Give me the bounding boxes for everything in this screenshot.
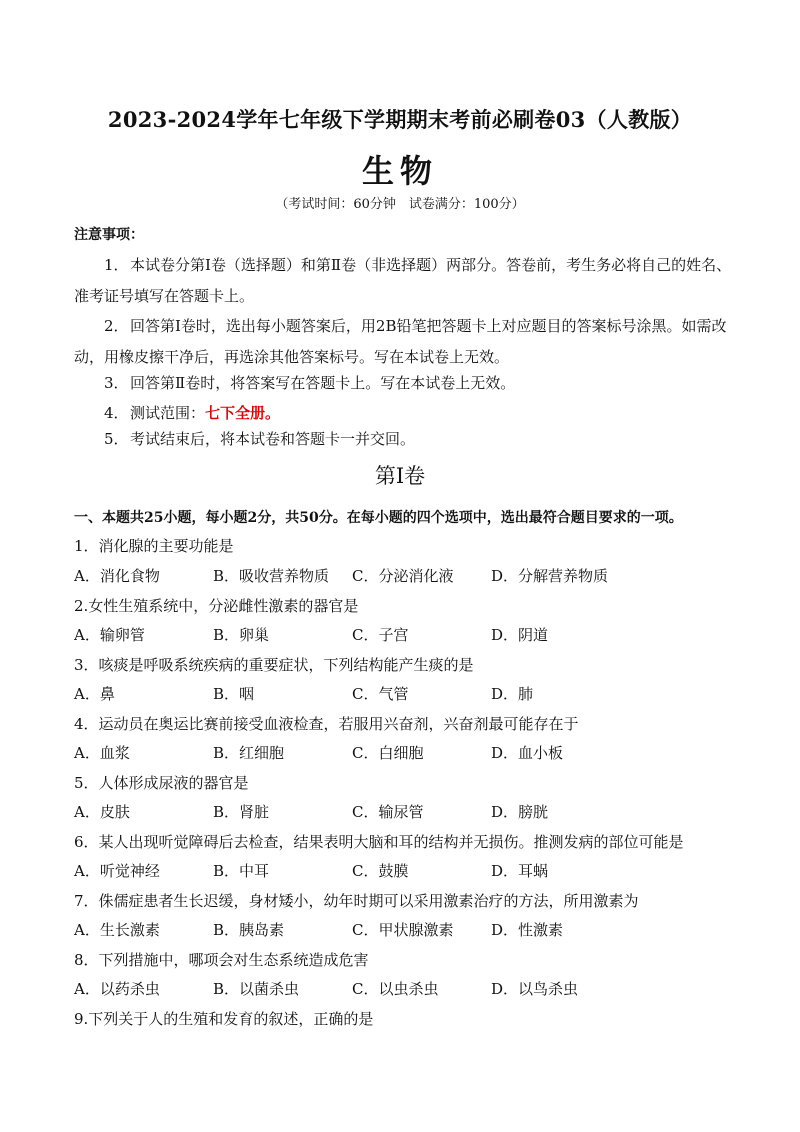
- question-8: 8．下列措施中，哪项会对生态系统造成危害: [74, 951, 369, 969]
- note-text: 回答第Ⅰ卷时，选出每小题答案后，用2B铅笔把答题卡上对应题目的答案标号涂黑。如需改动，用橡皮擦干净后，再选涂其他答案标号。写在本试卷上无效。: [74, 317, 727, 366]
- option-c[interactable]: C．气管: [352, 685, 409, 703]
- option-b[interactable]: B．红细胞: [213, 744, 285, 762]
- option-a[interactable]: A．听觉神经: [74, 862, 160, 880]
- option-d[interactable]: D．肺: [491, 685, 534, 703]
- part-instruction: 一、本题共25小题，每小题2分，共50分。在每小题的四个选项中，选出最符合题目要求的一项。: [74, 510, 683, 526]
- question-1: 1．消化腺的主要功能是: [74, 537, 234, 555]
- option-a[interactable]: A．血浆: [74, 744, 130, 762]
- option-b[interactable]: B．以菌杀虫: [213, 980, 300, 998]
- option-a[interactable]: A．消化食物: [74, 567, 160, 585]
- option-d[interactable]: D．分解营养物质: [491, 567, 609, 585]
- note-number: 3．: [104, 374, 129, 392]
- options-3: [74, 683, 734, 703]
- option-a[interactable]: A．以药杀虫: [74, 980, 160, 998]
- question-4: 4．运动员在奥运比赛前接受血液检查，若服用兴奋剂，兴奋剂最可能存在于: [74, 715, 579, 733]
- question-3: 3．咳痰是呼吸系统疾病的重要症状，下列结构能产生痰的是: [74, 656, 474, 674]
- note-item-1: [74, 250, 734, 312]
- note-text: 回答第Ⅱ卷时，将答案写在答题卡上。写在本试卷上无效。: [130, 374, 516, 392]
- option-c[interactable]: C．子宫: [352, 626, 409, 644]
- option-b[interactable]: B．胰岛素: [213, 921, 285, 939]
- options-4: [74, 742, 734, 762]
- option-c[interactable]: C．白细胞: [352, 744, 424, 762]
- option-d[interactable]: D．性激素: [491, 921, 564, 939]
- question-6: 6．某人出现听觉障碍后去检查，结果表明大脑和耳的结构并无损伤。推测发病的部位可能是: [74, 833, 684, 851]
- option-a[interactable]: A．鼻: [74, 685, 115, 703]
- note-text: 考试结束后，将本试卷和答题卡一并交回。: [130, 430, 416, 448]
- option-d[interactable]: D．膀胱: [491, 803, 549, 821]
- option-b[interactable]: B．卵巢: [213, 626, 270, 644]
- option-a[interactable]: A．生长激素: [74, 921, 160, 939]
- option-c[interactable]: C．分泌消化液: [352, 567, 454, 585]
- question-7: 7．侏儒症患者生长迟缓，身材矮小，幼年时期可以采用激素治疗的方法，所用激素为: [74, 892, 639, 910]
- options-2: [74, 624, 734, 644]
- note-text: 测试范围：: [130, 404, 206, 422]
- note-number: 2．: [104, 317, 129, 335]
- option-d[interactable]: D．血小板: [491, 744, 564, 762]
- option-a[interactable]: A．输卵管: [74, 626, 145, 644]
- option-b[interactable]: B．肾脏: [213, 803, 270, 821]
- exam-info: （考试时间：60分钟 试卷满分：100分）: [275, 197, 525, 212]
- options-6: [74, 860, 734, 880]
- notes-heading: 注意事项：: [74, 227, 144, 243]
- option-c[interactable]: C．鼓膜: [352, 862, 409, 880]
- note-text: 本试卷分第Ⅰ卷（选择题）和第Ⅱ卷（非选择题）两部分。答卷前，考生务必将自己的姓名、准考证号填写在答题卡上。: [74, 256, 732, 305]
- note-item-2: [74, 311, 734, 373]
- note-number: 4．: [104, 404, 129, 422]
- note-number: 5．: [104, 430, 129, 448]
- note-number: 1．: [104, 256, 129, 274]
- note-item-5: [74, 424, 734, 455]
- options-1: [74, 565, 734, 585]
- test-scope-highlight: 七下全册。: [205, 404, 281, 422]
- options-5: [74, 801, 734, 821]
- option-b[interactable]: B．咽: [213, 685, 255, 703]
- exam-title: 2023-2024学年七年级下学期期末考前必刷卷03（人教版）: [107, 107, 693, 132]
- options-7: [74, 919, 734, 939]
- question-5: 5．人体形成尿液的器官是: [74, 774, 249, 792]
- option-c[interactable]: C．输尿管: [352, 803, 424, 821]
- option-d[interactable]: D．阴道: [491, 626, 549, 644]
- option-c[interactable]: C．甲状腺激素: [352, 921, 454, 939]
- option-a[interactable]: A．皮肤: [74, 803, 130, 821]
- option-d[interactable]: D．以鸟杀虫: [491, 980, 579, 998]
- option-b[interactable]: B．中耳: [213, 862, 270, 880]
- options-8: [74, 978, 734, 998]
- option-c[interactable]: C．以虫杀虫: [352, 980, 439, 998]
- option-b[interactable]: B．吸收营养物质: [213, 567, 330, 585]
- subject-title: 生物: [361, 152, 438, 190]
- question-2: 2.女性生殖系统中，分泌雌性激素的器官是: [74, 597, 359, 615]
- section-title: 第Ⅰ卷: [374, 464, 426, 488]
- question-9: 9.下列关于人的生殖和发育的叙述，正确的是: [74, 1010, 374, 1028]
- note-item-3: [74, 368, 734, 399]
- option-d[interactable]: D．耳蜗: [491, 862, 549, 880]
